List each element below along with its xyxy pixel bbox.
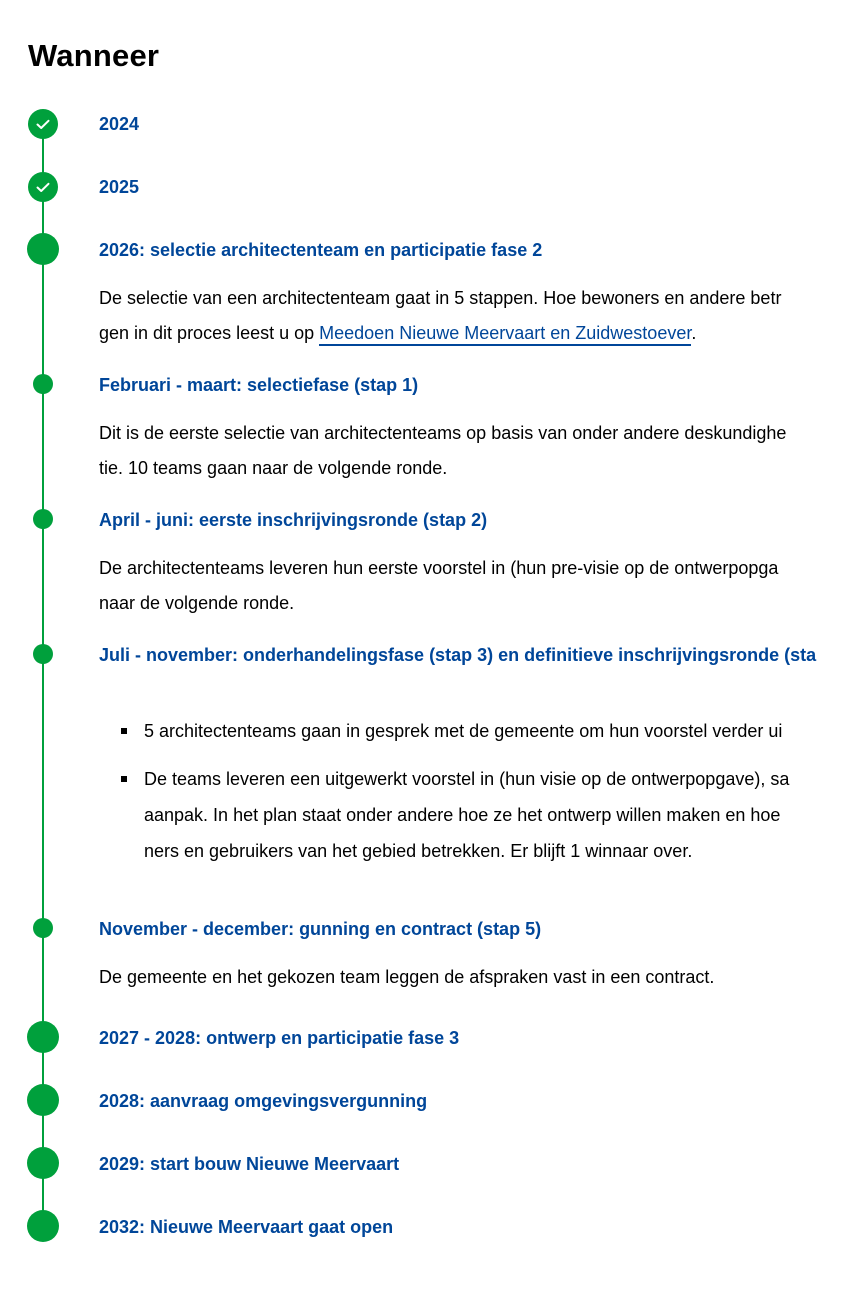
- timeline-marker-small: [33, 509, 53, 529]
- timeline-marker-small: [33, 644, 53, 664]
- timeline-text: [99, 281, 781, 351]
- check-icon: [36, 182, 50, 193]
- timeline-heading-stap1: Februari - maart: selectiefase (stap 1): [99, 375, 419, 395]
- timeline-marker-small: [33, 918, 53, 938]
- timeline-marker: [27, 1147, 59, 1179]
- text-line: De selectie van een architectenteam gaat in 5 stappen. Hoe bewoners en andere betr: [99, 288, 782, 308]
- timeline-heading-2032: 2032: Nieuwe Meervaart gaat open: [99, 1217, 394, 1237]
- timeline-heading-2028: 2028: aanvraag omgevingsvergunning: [99, 1091, 428, 1111]
- text-suffix: .: [691, 323, 697, 343]
- bullet-marker: [121, 728, 127, 734]
- check-icon: [36, 119, 50, 130]
- timeline-heading-2029: 2029: start bouw Nieuwe Meervaart: [99, 1154, 400, 1174]
- timeline-text: [99, 551, 778, 621]
- timeline-heading-stap5: November - december: gunning en contract (stap 5): [99, 919, 542, 939]
- timeline-marker: [27, 233, 59, 265]
- list-item: 5 architectenteams gaan in gesprek met de gemeente om hun voorstel verder ui: [144, 721, 783, 741]
- timeline-marker-done: [28, 172, 58, 202]
- timeline-marker-small: [33, 374, 53, 394]
- timeline-heading-2025: 2025: [99, 177, 140, 197]
- timeline-text: [99, 416, 786, 486]
- text-line: naar de volgende ronde.: [99, 593, 295, 613]
- text-prefix: gen in dit proces leest u op: [99, 323, 320, 343]
- text-line: De architectenteams leveren hun eerste voorstel in (hun pre-visie op de ontwerpopga: [99, 558, 779, 578]
- page-title: Wanneer: [28, 38, 160, 73]
- timeline-marker-done: [28, 109, 58, 139]
- list-item: [144, 761, 789, 869]
- meedoen-link[interactable]: Meedoen Nieuwe Meervaart en Zuidwestoever: [319, 323, 691, 346]
- timeline-marker: [27, 1021, 59, 1053]
- timeline-heading-stap2: April - juni: eerste inschrijvingsronde (stap 2): [99, 510, 488, 530]
- timeline-text: [99, 960, 714, 995]
- timeline-marker: [27, 1210, 59, 1242]
- timeline-heading-2027: 2027 - 2028: ontwerp en participatie fase 3: [99, 1028, 460, 1048]
- text-line: Dit is de eerste selectie van architectenteams op basis van onder andere deskundighe: [99, 423, 787, 443]
- bullet-marker: [121, 776, 127, 782]
- timeline-heading-2026: 2026: selectie architectenteam en participatie fase 2: [99, 240, 543, 260]
- list-item-line: ners en gebruikers van het gebied betrekken. Er blijft 1 winnaar over.: [144, 841, 693, 861]
- text-line: tie. 10 teams gaan naar de volgende ronde.: [99, 458, 448, 478]
- timeline-heading-2024: 2024: [99, 114, 140, 134]
- text-line: De gemeente en het gekozen team leggen de afspraken vast in een contract.: [99, 967, 715, 987]
- list-item-line: aanpak. In het plan staat onder andere hoe ze het ontwerp willen maken en hoe: [144, 805, 781, 825]
- text-line: [99, 316, 781, 351]
- timeline-marker: [27, 1084, 59, 1116]
- timeline-heading-stap3: Juli - november: onderhandelingsfase (stap 3) en definitieve inschrijvingsronde (sta: [99, 645, 817, 665]
- list-item-line: De teams leveren een uitgewerkt voorstel in (hun visie op de ontwerpopgave), sa: [144, 769, 790, 789]
- timeline-line: [42, 124, 44, 1226]
